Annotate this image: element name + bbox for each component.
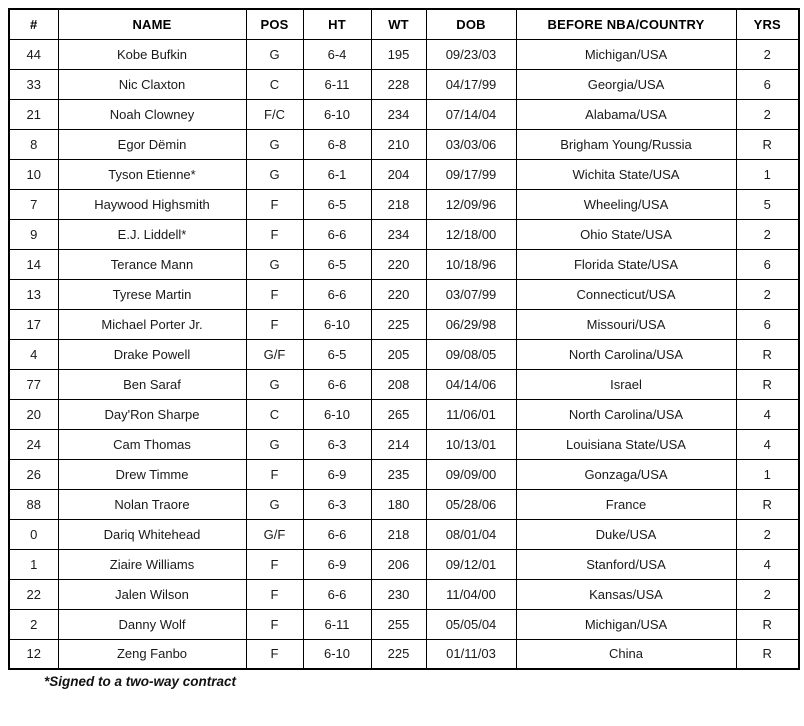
- table-cell-yrs: 4: [736, 429, 799, 459]
- table-cell-dob: 09/09/00: [426, 459, 516, 489]
- table-cell-number: 10: [9, 159, 58, 189]
- table-cell-pos: G: [246, 249, 303, 279]
- table-row: [9, 369, 799, 399]
- table-row: [9, 309, 799, 339]
- table-row: [9, 99, 799, 129]
- table-cell-wt: 230: [371, 579, 426, 609]
- table-cell-dob: 11/06/01: [426, 399, 516, 429]
- table-cell-yrs: 6: [736, 69, 799, 99]
- table-cell-wt: 180: [371, 489, 426, 519]
- table-cell-dob: 04/17/99: [426, 69, 516, 99]
- table-cell-yrs: 2: [736, 39, 799, 69]
- table-cell-ht: 6-4: [303, 39, 371, 69]
- table-cell-wt: 220: [371, 249, 426, 279]
- table-cell-ht: 6-5: [303, 339, 371, 369]
- table-cell-dob: 09/12/01: [426, 549, 516, 579]
- table-cell-pos: G: [246, 429, 303, 459]
- table-row: [9, 549, 799, 579]
- table-cell-ht: 6-9: [303, 459, 371, 489]
- table-cell-ht: 6-10: [303, 99, 371, 129]
- table-row: [9, 399, 799, 429]
- table-cell-before-nba-country: Florida State/USA: [516, 249, 736, 279]
- table-cell-dob: 06/29/98: [426, 309, 516, 339]
- table-cell-name: Day'Ron Sharpe: [58, 399, 246, 429]
- table-cell-pos: F: [246, 309, 303, 339]
- table-cell-ht: 6-3: [303, 489, 371, 519]
- table-cell-ht: 6-6: [303, 369, 371, 399]
- table-cell-before-nba-country: Kansas/USA: [516, 579, 736, 609]
- table-cell-wt: 218: [371, 189, 426, 219]
- table-cell-wt: 214: [371, 429, 426, 459]
- table-cell-ht: 6-10: [303, 309, 371, 339]
- table-cell-number: 9: [9, 219, 58, 249]
- table-cell-number: 33: [9, 69, 58, 99]
- table-cell-yrs: 1: [736, 459, 799, 489]
- table-cell-name: Noah Clowney: [58, 99, 246, 129]
- table-row: [9, 429, 799, 459]
- column-header-wt: WT: [371, 9, 426, 39]
- table-row: [9, 609, 799, 639]
- table-row: [9, 159, 799, 189]
- table-cell-name: Cam Thomas: [58, 429, 246, 459]
- roster-header-row: [9, 9, 799, 39]
- table-cell-name: Drake Powell: [58, 339, 246, 369]
- table-cell-dob: 10/18/96: [426, 249, 516, 279]
- table-cell-before-nba-country: Missouri/USA: [516, 309, 736, 339]
- table-cell-number: 24: [9, 429, 58, 459]
- table-cell-name: Zeng Fanbo: [58, 639, 246, 669]
- table-row: [9, 39, 799, 69]
- table-cell-name: Tyson Etienne*: [58, 159, 246, 189]
- table-cell-pos: G: [246, 369, 303, 399]
- table-cell-dob: 11/04/00: [426, 579, 516, 609]
- table-cell-wt: 205: [371, 339, 426, 369]
- table-cell-before-nba-country: Israel: [516, 369, 736, 399]
- table-cell-wt: 228: [371, 69, 426, 99]
- table-cell-before-nba-country: Connecticut/USA: [516, 279, 736, 309]
- table-cell-yrs: 2: [736, 279, 799, 309]
- table-cell-yrs: 2: [736, 219, 799, 249]
- two-way-contract-footnote: *Signed to a two-way contract: [44, 674, 237, 689]
- table-cell-name: Ben Saraf: [58, 369, 246, 399]
- table-cell-yrs: 2: [736, 579, 799, 609]
- table-cell-name: Nolan Traore: [58, 489, 246, 519]
- table-cell-dob: 04/14/06: [426, 369, 516, 399]
- table-cell-ht: 6-8: [303, 129, 371, 159]
- table-cell-ht: 6-6: [303, 219, 371, 249]
- column-header-name: NAME: [58, 9, 246, 39]
- table-cell-number: 17: [9, 309, 58, 339]
- table-cell-yrs: 2: [736, 519, 799, 549]
- table-cell-wt: 218: [371, 519, 426, 549]
- table-cell-yrs: R: [736, 489, 799, 519]
- column-header-number: #: [9, 9, 58, 39]
- table-cell-ht: 6-6: [303, 579, 371, 609]
- table-row: [9, 219, 799, 249]
- table-row: [9, 489, 799, 519]
- table-cell-name: Michael Porter Jr.: [58, 309, 246, 339]
- table-cell-before-nba-country: Stanford/USA: [516, 549, 736, 579]
- table-cell-yrs: R: [736, 369, 799, 399]
- table-cell-name: Kobe Bufkin: [58, 39, 246, 69]
- table-cell-before-nba-country: North Carolina/USA: [516, 399, 736, 429]
- table-cell-number: 20: [9, 399, 58, 429]
- table-cell-dob: 07/14/04: [426, 99, 516, 129]
- column-header-pos: POS: [246, 9, 303, 39]
- table-row: [9, 639, 799, 669]
- table-cell-pos: F: [246, 549, 303, 579]
- table-cell-name: Danny Wolf: [58, 609, 246, 639]
- table-cell-number: 44: [9, 39, 58, 69]
- table-cell-wt: 204: [371, 159, 426, 189]
- table-cell-ht: 6-1: [303, 159, 371, 189]
- table-cell-wt: 220: [371, 279, 426, 309]
- table-cell-dob: 01/11/03: [426, 639, 516, 669]
- table-cell-before-nba-country: Wheeling/USA: [516, 189, 736, 219]
- table-cell-ht: 6-9: [303, 549, 371, 579]
- table-cell-wt: 208: [371, 369, 426, 399]
- table-cell-number: 77: [9, 369, 58, 399]
- table-cell-yrs: R: [736, 339, 799, 369]
- table-cell-yrs: 6: [736, 309, 799, 339]
- table-cell-pos: G: [246, 129, 303, 159]
- table-cell-yrs: R: [736, 129, 799, 159]
- table-row: [9, 579, 799, 609]
- table-cell-ht: 6-3: [303, 429, 371, 459]
- table-cell-pos: G/F: [246, 519, 303, 549]
- column-header-dob: DOB: [426, 9, 516, 39]
- table-cell-yrs: 4: [736, 399, 799, 429]
- table-cell-dob: 12/09/96: [426, 189, 516, 219]
- table-cell-pos: G/F: [246, 339, 303, 369]
- table-cell-yrs: R: [736, 609, 799, 639]
- table-cell-before-nba-country: France: [516, 489, 736, 519]
- table-cell-dob: 09/23/03: [426, 39, 516, 69]
- table-cell-number: 2: [9, 609, 58, 639]
- table-cell-yrs: 4: [736, 549, 799, 579]
- table-cell-pos: C: [246, 399, 303, 429]
- table-cell-pos: C: [246, 69, 303, 99]
- table-row: [9, 69, 799, 99]
- table-cell-number: 8: [9, 129, 58, 159]
- table-cell-dob: 10/13/01: [426, 429, 516, 459]
- table-cell-pos: F: [246, 279, 303, 309]
- roster-table-body: [9, 39, 799, 669]
- column-header-ht: HT: [303, 9, 371, 39]
- table-cell-number: 7: [9, 189, 58, 219]
- table-cell-dob: 05/05/04: [426, 609, 516, 639]
- table-cell-pos: F: [246, 609, 303, 639]
- table-cell-pos: G: [246, 39, 303, 69]
- table-row: [9, 279, 799, 309]
- table-cell-dob: 09/17/99: [426, 159, 516, 189]
- column-header-before-nba-country: BEFORE NBA/COUNTRY: [516, 9, 736, 39]
- table-cell-wt: 206: [371, 549, 426, 579]
- table-cell-wt: 255: [371, 609, 426, 639]
- table-row: [9, 129, 799, 159]
- table-cell-pos: F: [246, 579, 303, 609]
- table-cell-pos: G: [246, 159, 303, 189]
- table-cell-name: Drew Timme: [58, 459, 246, 489]
- table-cell-before-nba-country: Georgia/USA: [516, 69, 736, 99]
- table-cell-before-nba-country: Michigan/USA: [516, 609, 736, 639]
- table-cell-pos: F: [246, 639, 303, 669]
- table-row: [9, 249, 799, 279]
- table-cell-ht: 6-11: [303, 69, 371, 99]
- table-cell-pos: F/C: [246, 99, 303, 129]
- table-cell-ht: 6-5: [303, 249, 371, 279]
- table-cell-wt: 265: [371, 399, 426, 429]
- table-cell-name: Dariq Whitehead: [58, 519, 246, 549]
- table-cell-dob: 08/01/04: [426, 519, 516, 549]
- table-cell-ht: 6-10: [303, 639, 371, 669]
- table-cell-before-nba-country: Duke/USA: [516, 519, 736, 549]
- table-cell-number: 22: [9, 579, 58, 609]
- table-cell-ht: 6-6: [303, 279, 371, 309]
- table-cell-before-nba-country: Wichita State/USA: [516, 159, 736, 189]
- table-cell-pos: F: [246, 459, 303, 489]
- table-cell-pos: F: [246, 189, 303, 219]
- table-cell-yrs: 6: [736, 249, 799, 279]
- table-cell-dob: 03/07/99: [426, 279, 516, 309]
- table-cell-before-nba-country: Louisiana State/USA: [516, 429, 736, 459]
- table-cell-ht: 6-10: [303, 399, 371, 429]
- table-row: [9, 459, 799, 489]
- table-cell-yrs: 5: [736, 189, 799, 219]
- table-cell-before-nba-country: China: [516, 639, 736, 669]
- roster-table: [8, 8, 800, 670]
- table-cell-before-nba-country: Ohio State/USA: [516, 219, 736, 249]
- table-cell-wt: 234: [371, 99, 426, 129]
- table-cell-number: 1: [9, 549, 58, 579]
- table-cell-pos: F: [246, 219, 303, 249]
- table-row: [9, 189, 799, 219]
- table-cell-before-nba-country: Alabama/USA: [516, 99, 736, 129]
- table-cell-ht: 6-6: [303, 519, 371, 549]
- table-cell-before-nba-country: North Carolina/USA: [516, 339, 736, 369]
- table-cell-dob: 12/18/00: [426, 219, 516, 249]
- table-cell-name: Egor Dëmin: [58, 129, 246, 159]
- table-row: [9, 519, 799, 549]
- table-cell-yrs: 1: [736, 159, 799, 189]
- table-cell-wt: 195: [371, 39, 426, 69]
- table-cell-ht: 6-5: [303, 189, 371, 219]
- table-cell-name: E.J. Liddell*: [58, 219, 246, 249]
- table-cell-number: 88: [9, 489, 58, 519]
- table-cell-before-nba-country: Brigham Young/Russia: [516, 129, 736, 159]
- table-cell-number: 12: [9, 639, 58, 669]
- table-cell-wt: 234: [371, 219, 426, 249]
- table-cell-before-nba-country: Gonzaga/USA: [516, 459, 736, 489]
- table-cell-name: Ziaire Williams: [58, 549, 246, 579]
- table-cell-number: 26: [9, 459, 58, 489]
- table-cell-number: 14: [9, 249, 58, 279]
- table-cell-name: Haywood Highsmith: [58, 189, 246, 219]
- table-cell-wt: 225: [371, 639, 426, 669]
- table-cell-number: 13: [9, 279, 58, 309]
- table-cell-dob: 05/28/06: [426, 489, 516, 519]
- table-cell-name: Nic Claxton: [58, 69, 246, 99]
- table-cell-number: 21: [9, 99, 58, 129]
- table-cell-name: Terance Mann: [58, 249, 246, 279]
- table-cell-ht: 6-11: [303, 609, 371, 639]
- table-cell-pos: G: [246, 489, 303, 519]
- table-cell-name: Jalen Wilson: [58, 579, 246, 609]
- table-cell-wt: 210: [371, 129, 426, 159]
- table-cell-dob: 03/03/06: [426, 129, 516, 159]
- table-cell-before-nba-country: Michigan/USA: [516, 39, 736, 69]
- table-cell-wt: 225: [371, 309, 426, 339]
- table-row: [9, 339, 799, 369]
- table-cell-name: Tyrese Martin: [58, 279, 246, 309]
- column-header-yrs: YRS: [736, 9, 799, 39]
- table-cell-number: 0: [9, 519, 58, 549]
- table-cell-number: 4: [9, 339, 58, 369]
- table-cell-dob: 09/08/05: [426, 339, 516, 369]
- table-cell-wt: 235: [371, 459, 426, 489]
- table-cell-yrs: 2: [736, 99, 799, 129]
- table-cell-yrs: R: [736, 639, 799, 669]
